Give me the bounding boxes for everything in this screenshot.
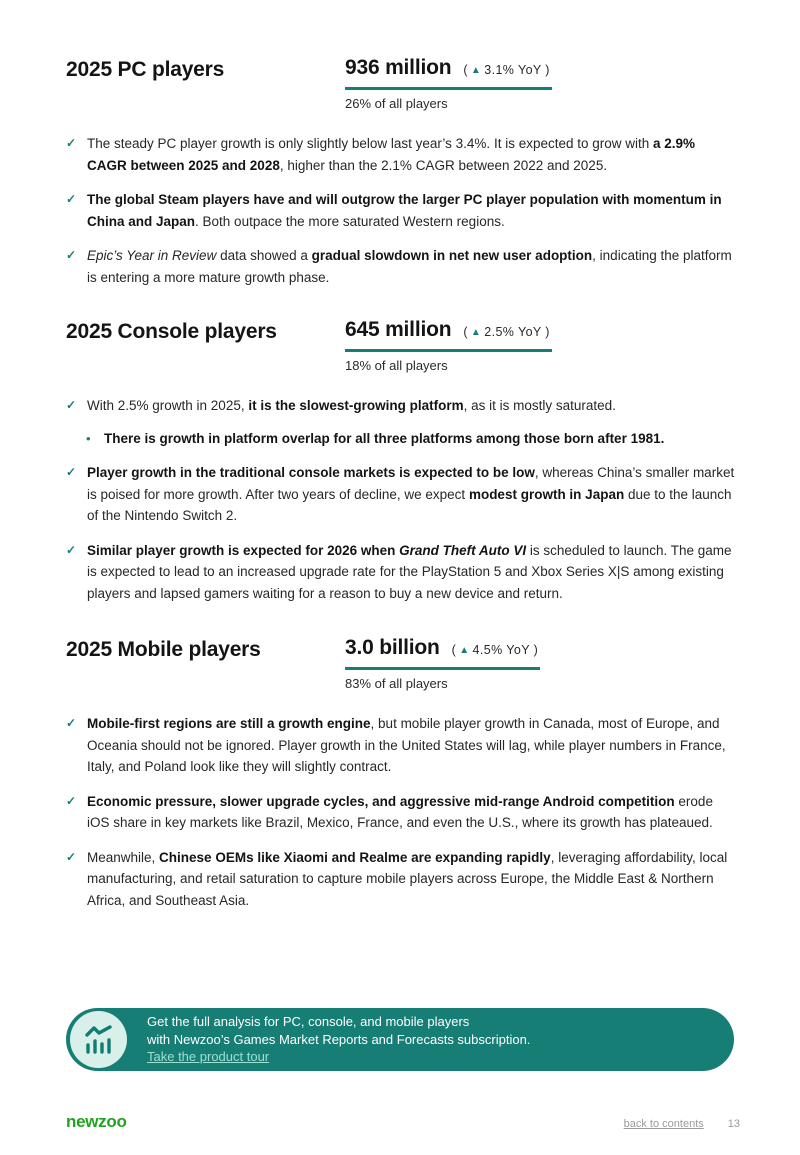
check-icon: ✓ xyxy=(66,542,77,557)
stat-row xyxy=(345,318,552,352)
bullet-item xyxy=(66,713,738,778)
bullet-item xyxy=(66,245,738,288)
subscription-banner xyxy=(66,1008,734,1071)
sub-bullet-item xyxy=(86,428,738,450)
share-of-players-label: 18% of all players xyxy=(345,358,448,373)
stat-row xyxy=(345,56,552,90)
check-icon: ✓ xyxy=(66,465,77,479)
stat-section xyxy=(66,636,738,924)
bullet-list xyxy=(66,713,738,911)
bullet-text: With 2.5% growth in 2025, it is the slowest-growing platform, as it is mostly saturated. xyxy=(87,398,616,413)
yoy-badge: ( ▲ 4.5% YoY ) xyxy=(451,643,539,657)
yoy-badge: ( ▲ 2.5% YoY ) xyxy=(463,325,550,339)
stat-block xyxy=(345,318,552,373)
bullet-item xyxy=(66,540,738,605)
section-title: 2025 Mobile players xyxy=(66,638,261,661)
yoy-value: 3.1% YoY xyxy=(484,63,542,77)
up-triangle-icon: ▲ xyxy=(470,65,482,76)
bullet-text: Economic pressure, slower upgrade cycles, and aggressive mid-range Android competition erode iOS share in key markets like Brazil, Mexico, France, and even the U.S., where its growth has plateaued. xyxy=(87,793,713,830)
section-header xyxy=(66,318,738,373)
yoy-value: 2.5% YoY xyxy=(484,325,542,339)
chart-icon-circle xyxy=(70,1011,127,1068)
bullet-text: Epic’s Year in Review data showed a gradual slowdown in net new user adoption, indicating the platform is entering a more mature growth phase. xyxy=(87,248,732,285)
footer-right xyxy=(624,1118,740,1130)
banner-line-1: Get the full analysis for PC, console, and mobile players xyxy=(147,1014,470,1030)
dot-bullet-icon: • xyxy=(86,430,91,446)
stat-block xyxy=(345,636,540,691)
stat-value: 645 million xyxy=(345,318,452,341)
bullet-list xyxy=(66,395,738,604)
bullet-item xyxy=(66,395,738,417)
check-icon: ✓ xyxy=(66,248,77,262)
page-number: 13 xyxy=(727,1118,740,1130)
bullet-item xyxy=(66,189,738,232)
stat-row xyxy=(345,636,540,670)
check-icon: ✓ xyxy=(66,793,77,808)
check-icon: ✓ xyxy=(66,849,77,864)
bullet-text: Meanwhile, Chinese OEMs like Xiaomi and Realme are expanding rapidly, leveraging affordability, local manufacturing, and retail saturation to capture mobile players across Europe, the Middle East & Northern Africa, and Southeast Asia. xyxy=(87,849,728,908)
product-tour-link[interactable]: Take the product tour xyxy=(147,1049,270,1065)
stat-block xyxy=(345,56,552,111)
bullet-item xyxy=(66,791,738,834)
bullet-item xyxy=(66,462,738,527)
bullet-text: The global Steam players have and will outgrow the larger PC player population with momentum in China and Japan. Both outpace the more saturated Western regions. xyxy=(87,192,722,229)
up-triangle-icon: ▲ xyxy=(459,645,470,656)
bullet-list xyxy=(66,133,738,288)
share-of-players-label: 83% of all players xyxy=(345,676,448,691)
stat-value: 3.0 billion xyxy=(345,636,440,659)
yoy-badge: ( ▲ 3.1% YoY ) xyxy=(463,63,550,77)
check-icon: ✓ xyxy=(66,716,77,730)
bullet-text: There is growth in platform overlap for all three platforms among those born after 1981. xyxy=(104,430,665,446)
stat-section xyxy=(66,318,738,617)
check-icon: ✓ xyxy=(66,192,77,206)
bullet-text: The steady PC player growth is only slightly below last year’s 3.4%. It is expected to grow with a 2.9% CAGR between 2025 and 2028, higher than the 2.1% CAGR between 2022 and 2025. xyxy=(87,136,696,173)
back-to-contents-link[interactable]: back to contents xyxy=(623,1118,704,1130)
bullet-item xyxy=(66,847,738,912)
bullet-text: Player growth in the traditional console markets is expected to be low, whereas China’s smaller market is poised for more growth. After two years of decline, we expect modest growth in Japan due to the launch of the Nintendo Switch 2. xyxy=(87,465,735,523)
check-icon: ✓ xyxy=(66,136,77,150)
page-footer xyxy=(66,1112,740,1132)
bullet-text: Mobile-first regions are still a growth engine, but mobile player growth in Canada, most of Europe, and Oceania should not be ignored. Player growth in the United States will lag, while player numbers in France, Italy, and Poland look like they will slightly contract. xyxy=(87,716,726,774)
newzoo-logo: newzoo xyxy=(66,1112,127,1131)
up-triangle-icon: ▲ xyxy=(470,327,482,338)
banner-line-2: with Newzoo’s Games Market Reports and Forecasts subscription. xyxy=(147,1031,531,1047)
section-title: 2025 Console players xyxy=(66,320,277,343)
bullet-item xyxy=(66,133,738,176)
yoy-value: 4.5% YoY xyxy=(472,643,530,657)
section-header xyxy=(66,56,738,111)
check-icon: ✓ xyxy=(66,398,77,412)
section-header xyxy=(66,636,738,691)
stat-section xyxy=(66,56,738,301)
section-title: 2025 PC players xyxy=(66,58,225,81)
bar-chart-trend-icon xyxy=(82,1023,116,1057)
share-of-players-label: 26% of all players xyxy=(345,96,448,111)
stat-value: 936 million xyxy=(345,56,452,79)
banner-text xyxy=(147,1013,530,1066)
bullet-text: Similar player growth is expected for 2026 when Grand Theft Auto VI is scheduled to launch. The game is expected to lead to an increased upgrade rate for the PlayStation 5 and Xbox Series X|S among existing players and lapsed gamers waiting for a reason to buy a new device and return. xyxy=(87,542,732,601)
